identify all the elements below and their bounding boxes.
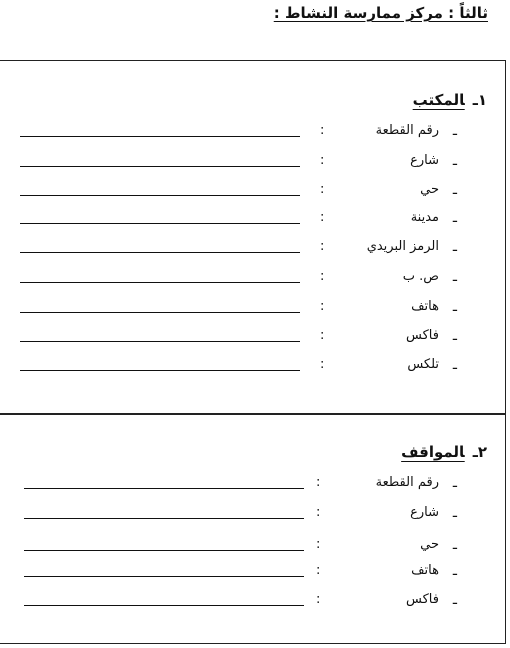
field-colon: : (320, 269, 325, 284)
field-row-plot-number (0, 475, 505, 495)
field-label: فاكس (406, 592, 439, 607)
field-colon: : (320, 357, 325, 372)
field-row-po-box (0, 269, 505, 289)
section-office-box (0, 60, 506, 414)
bullet-dash: ـ (452, 475, 457, 491)
field-colon: : (320, 210, 325, 225)
fill-in-line[interactable] (24, 518, 304, 519)
bullet-dash: ـ (452, 505, 457, 521)
field-row-district (0, 182, 505, 202)
bullet-dash: ـ (452, 123, 457, 139)
field-label: فاكس (406, 328, 439, 343)
section-title-text: المكتب (412, 91, 465, 109)
field-colon: : (316, 592, 321, 607)
fill-in-line[interactable] (20, 370, 300, 371)
fill-in-line[interactable] (20, 282, 300, 283)
field-label: مدينة (410, 210, 439, 225)
fill-in-line[interactable] (24, 550, 304, 551)
bullet-dash: ـ (452, 153, 457, 169)
field-row-street (0, 153, 505, 173)
field-label: حي (420, 537, 439, 552)
page-heading: ثالثاً : مركز ممارسة النشاط : (273, 4, 488, 22)
field-label: رقم القطعة (375, 123, 439, 138)
bullet-dash: ـ (452, 269, 457, 285)
section-title-text: المواقف (401, 443, 465, 461)
field-row-plot-number (0, 123, 505, 143)
fill-in-line[interactable] (20, 312, 300, 313)
field-colon: : (320, 239, 325, 254)
bullet-dash: ـ (452, 563, 457, 579)
field-label: شارع (410, 505, 439, 520)
field-label: تلكس (407, 357, 439, 372)
section-parking-box (0, 414, 506, 644)
fill-in-line[interactable] (24, 605, 304, 606)
field-colon: : (320, 328, 325, 343)
bullet-dash: ـ (452, 537, 457, 553)
fill-in-line[interactable] (20, 223, 300, 224)
field-colon: : (316, 505, 321, 520)
section-title-parking (401, 443, 487, 461)
field-row-fax (0, 592, 505, 612)
fill-in-line[interactable] (20, 195, 300, 196)
field-row-city (0, 210, 505, 230)
bullet-dash: ـ (452, 182, 457, 198)
field-colon: : (320, 299, 325, 314)
field-colon: : (320, 153, 325, 168)
field-label: الرمز البريدي (366, 239, 439, 254)
field-colon: : (320, 123, 325, 138)
field-row-fax (0, 328, 505, 348)
fill-in-line[interactable] (24, 576, 304, 577)
section-title-office (413, 91, 487, 109)
bullet-dash: ـ (452, 299, 457, 315)
bullet-dash: ـ (452, 592, 457, 608)
field-row-district (0, 537, 505, 557)
field-label: هاتف (411, 299, 439, 314)
field-row-phone (0, 299, 505, 319)
fill-in-line[interactable] (20, 166, 300, 167)
field-colon: : (316, 475, 321, 490)
field-row-telex (0, 357, 505, 377)
fill-in-line[interactable] (20, 252, 300, 253)
bullet-dash: ـ (452, 210, 457, 226)
fill-in-line[interactable] (20, 341, 300, 342)
bullet-dash: ـ (452, 328, 457, 344)
fill-in-line[interactable] (20, 136, 300, 137)
field-label: شارع (410, 153, 439, 168)
field-label: ص. ب (402, 269, 439, 284)
field-label: هاتف (411, 563, 439, 578)
section-number: ١ـ (472, 91, 487, 109)
field-colon: : (320, 182, 325, 197)
section-number: ٢ـ (472, 443, 487, 461)
field-label: رقم القطعة (375, 475, 439, 490)
field-colon: : (316, 563, 321, 578)
field-label: حي (420, 182, 439, 197)
field-row-postal-code (0, 239, 505, 259)
field-row-phone (0, 563, 505, 583)
bullet-dash: ـ (452, 357, 457, 373)
bullet-dash: ـ (452, 239, 457, 255)
field-row-street (0, 505, 505, 525)
fill-in-line[interactable] (24, 488, 304, 489)
field-colon: : (316, 537, 321, 552)
